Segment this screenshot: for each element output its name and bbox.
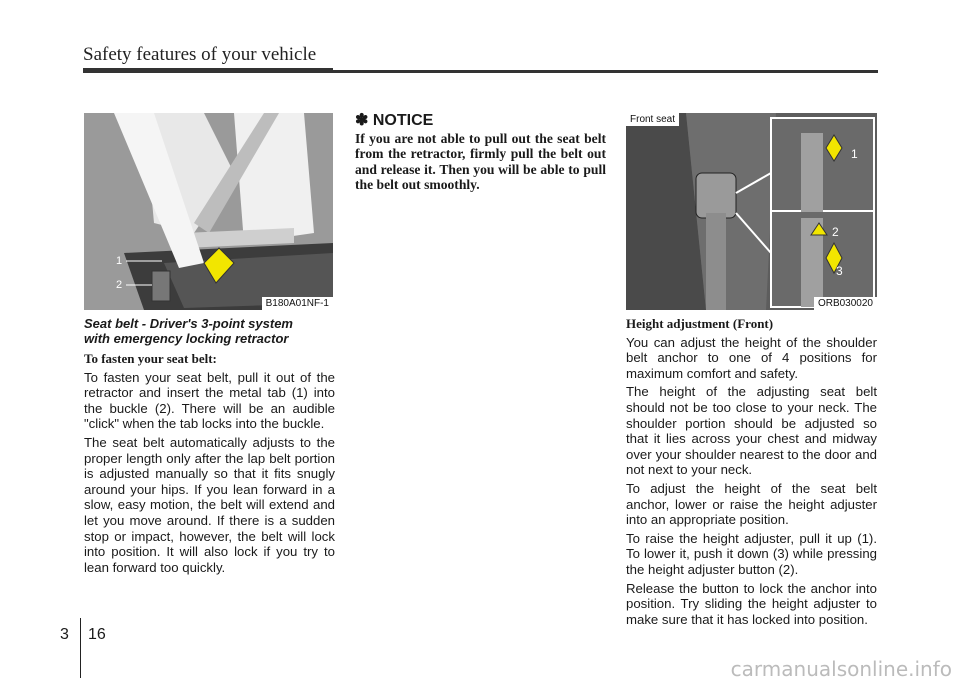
- callout-2: 2: [116, 279, 123, 291]
- section-subheading: To fasten your seat belt:: [84, 351, 217, 366]
- callout-2: 2: [832, 225, 839, 239]
- height-adjustment-section: [626, 316, 877, 630]
- height-adjuster-drawing: [626, 113, 877, 310]
- watermark: carmanualsonline.info: [730, 657, 952, 681]
- fasten-seat-belt-section: [84, 316, 335, 578]
- seat-belt-fasten-illustration: [84, 113, 333, 310]
- section-subheading: Height adjustment (Front): [626, 316, 774, 331]
- callout-3: 3: [836, 264, 843, 278]
- notice-title: ✽ NOTICE: [355, 112, 434, 129]
- caption-line: Seat belt - Driver's 3-point system: [84, 316, 293, 331]
- figure-code: B180A01NF-1: [262, 297, 333, 310]
- page-number: 16: [88, 626, 106, 643]
- paragraph: The seat belt automatically adjusts to the proper length only after the lap belt portion is adjusted manually so that it fits snugly around your hips. If you lean forward in a slow, easy motion, the belt will extend and let you move around. If there is a sudden stop or impact, however, the belt will lock into position. It will also lock if you try to lean forward too quickly.: [84, 434, 335, 575]
- notice-body: If you are not able to pull out the seat belt from the retractor, firmly pull the belt out and release it. Then you will be able to pull the belt out smoothly.: [355, 130, 606, 193]
- page-header-title: Safety features of your vehicle: [83, 44, 317, 65]
- seat-belt-fasten-drawing: [84, 113, 333, 310]
- paragraph: To raise the height adjuster, pull it up (1). To lower it, push it down (3) while pressing the height adjuster button (2).: [626, 530, 877, 577]
- paragraph: Release the button to lock the anchor into position. Try sliding the height adjuster to make sure that it has locked into position.: [626, 580, 877, 627]
- notice-box: [355, 113, 606, 193]
- paragraph: You can adjust the height of the shoulder belt anchor to one of 4 positions for maximum comfort and safety.: [626, 334, 877, 381]
- callout-1: 1: [116, 255, 123, 267]
- height-adjuster-illustration: [626, 113, 877, 310]
- figure-label: Front seat: [626, 113, 679, 126]
- footer-divider: [80, 618, 81, 678]
- paragraph: To adjust the height of the seat belt anchor, lower or raise the height adjuster into an appropriate position.: [626, 480, 877, 528]
- paragraph: To fasten your seat belt, pull it out of the retractor and insert the metal tab (1) into the buckle (2). There will be an audible "click" when the tab locks into the buckle.: [84, 369, 335, 432]
- chapter-number: 3: [60, 626, 69, 643]
- header-rule-accent: [83, 68, 333, 73]
- figure-code: ORB030020: [814, 297, 877, 310]
- paragraph: The height of the adjusting seat belt should not be too close to your neck. The shoulder portion should be adjusted so that it lies across your chest and midway over your shoulder nearest to the door and not next to your neck.: [626, 384, 877, 478]
- caption-line: with emergency locking retractor: [84, 331, 289, 346]
- figure-caption: [84, 316, 335, 346]
- callout-1: 1: [851, 147, 858, 161]
